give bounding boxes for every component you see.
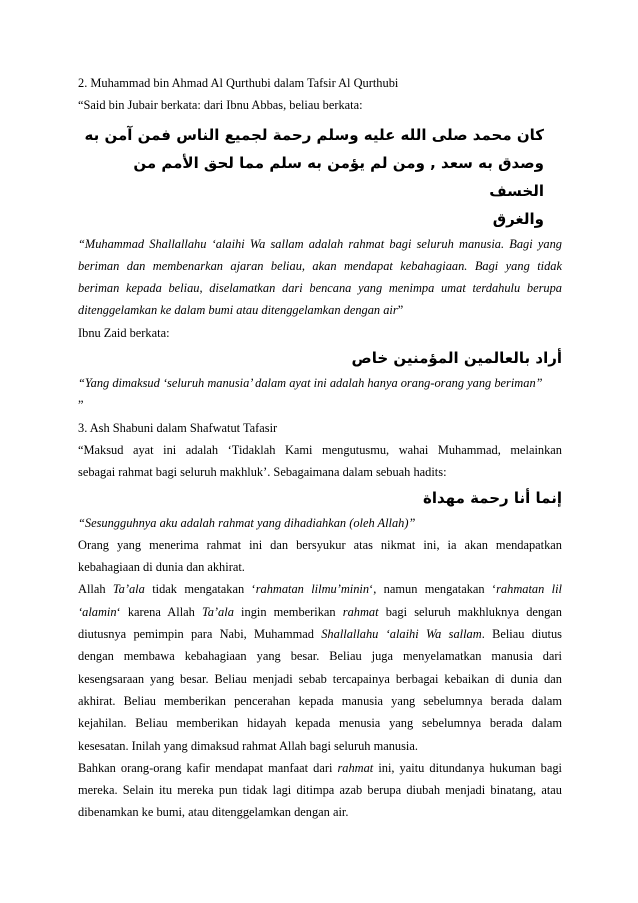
text-run: rahmatan lil <box>496 582 562 597</box>
maksud-line-2: sebagai rahmat bagi seluruh makhluk’. Sebagaimana dalam sebuah hadits: <box>78 465 447 480</box>
text-run: rahmat <box>342 604 379 619</box>
arabic-quote-line-3: والغرق <box>492 209 544 228</box>
text-run: Ta’ala <box>112 582 145 597</box>
translation-line-4 <box>78 299 562 321</box>
allah-line-1 <box>78 578 562 600</box>
ibnu-zaid-label: Ibnu Zaid berkata: <box>78 325 170 340</box>
translation-line-1: “Muhammad Shallallahu ‘alaihi Wa sallam adalah rahmat bagi seluruh manusia. Bagi yang <box>78 236 562 251</box>
arabic-ibnu-zaid-quote: أراد بالعالمين المؤمنين خاص <box>351 349 562 368</box>
allah-line-2 <box>78 601 562 623</box>
text-run: ingin memberikan <box>233 604 343 619</box>
yang-dimaksud-line-2: ” <box>78 398 84 413</box>
text-run: ini, yaitu ditundanya hukuman bagi <box>373 760 562 775</box>
translation-line-3: beriman kepada beliau, diselamatkan dari bencana yang menimpa umat terdahulu berupa <box>78 281 562 296</box>
text-run: ‘alamin <box>78 604 117 619</box>
text-run: diutusnya pemimpin para Nabi, Muhammad <box>78 627 322 642</box>
allah-line-3 <box>78 623 562 645</box>
hadith-translation: “Sesungguhnya aku adalah rahmat yang dihadiahkan (oleh Allah)” <box>78 515 416 530</box>
section-3-heading: 3. Ash Shabuni dalam Shafwatut Tafasir <box>78 420 278 435</box>
text-run: rahmat <box>337 760 374 775</box>
allah-line-4: dengan membawa kebahagiaan yang besar. Beliau juga menyelamatkan manusia dari <box>78 649 562 664</box>
arabic-hadith: إنما أنا رحمة مهداة <box>423 488 562 507</box>
allah-line-5: kesengsaraan yang besar. Beliau menjadi sebab tercapainya berbagai kebaikan di dunia dan <box>78 671 562 686</box>
allah-line-7: kejahilan. Beliau memberikan hidayah kepada menusia yang sebelumnya berada dalam <box>78 716 562 731</box>
maksud-line-1: “Maksud ayat ini adalah ‘Tidaklah Kami mengutusmu, wahai Muhammad, melainkan <box>78 442 562 457</box>
said-intro: “Said bin Jubair berkata: dari Ibnu Abbas, beliau berkata: <box>78 98 363 113</box>
orang-line-1: Orang yang menerima rahmat ini dan bersyukur atas nikmat ini, ia akan mendapatkan <box>78 537 562 552</box>
section-2-heading: 2. Muhammad bin Ahmad Al Qurthubi dalam Tafsir Al Qurthubi <box>78 76 399 90</box>
bahkan-line-3: dibenamkan ke bumi, atau ditenggelamkan dengan air. <box>78 805 349 820</box>
text-run: ‘, namun mengatakan ‘ <box>369 582 497 597</box>
bahkan-line-2: mereka. Selain itu mereka pun tidak lagi ditimpa azab berupa diubah menjadi binatang, atau <box>78 783 562 798</box>
text-run: Allah <box>78 582 113 597</box>
document-content <box>78 72 562 824</box>
allah-line-6: akhirat. Beliau memberikan pencerahan kepada manusia yang sebelumnya berada dalam <box>78 693 562 708</box>
yang-dimaksud-line-1: “Yang dimaksud ‘seluruh manusia’ dalam ayat ini adalah hanya orang-orang yang beriman” <box>78 376 543 391</box>
translation-line-4-text: ditenggelamkan ke dalam bumi atau ditenggelamkan dengan air <box>78 303 398 318</box>
text-run: ‘ karena Allah <box>116 604 202 619</box>
text-run: Shallallahu ‘alaihi Wa sallam <box>321 627 482 642</box>
text-run: bagi seluruh makhluknya dengan <box>378 604 562 619</box>
allah-line-8: kesesatan. Inilah yang dimaksud rahmat Allah bagi seluruh manusia. <box>78 738 418 753</box>
text-run: Ta’ala <box>201 604 234 619</box>
translation-line-2: beriman dan membenarkan ajaran beliau, akan mendapat kebahagiaan. Bagi yang tidak <box>78 258 562 273</box>
text-run: tidak mengatakan ‘ <box>144 582 256 597</box>
text-run: rahmatan lilmu’minin <box>255 582 370 597</box>
arabic-quote-line-2: وصدق به سعد , ومن لم يؤمن به سلم مما لحق الأمم من الخسف <box>133 153 544 200</box>
bahkan-line-1 <box>78 757 562 779</box>
translation-close-quote: ” <box>397 303 404 318</box>
orang-line-2: kebahagiaan di dunia dan akhirat. <box>78 560 245 575</box>
text-run: Bahkan orang-orang kafir mendapat manfaat dari <box>78 760 338 775</box>
arabic-quote-line-1: كان محمد صلى الله عليه وسلم رحمة لجميع الناس فمن آمن به <box>84 125 544 144</box>
text-run: . Beliau diutus <box>481 627 562 642</box>
